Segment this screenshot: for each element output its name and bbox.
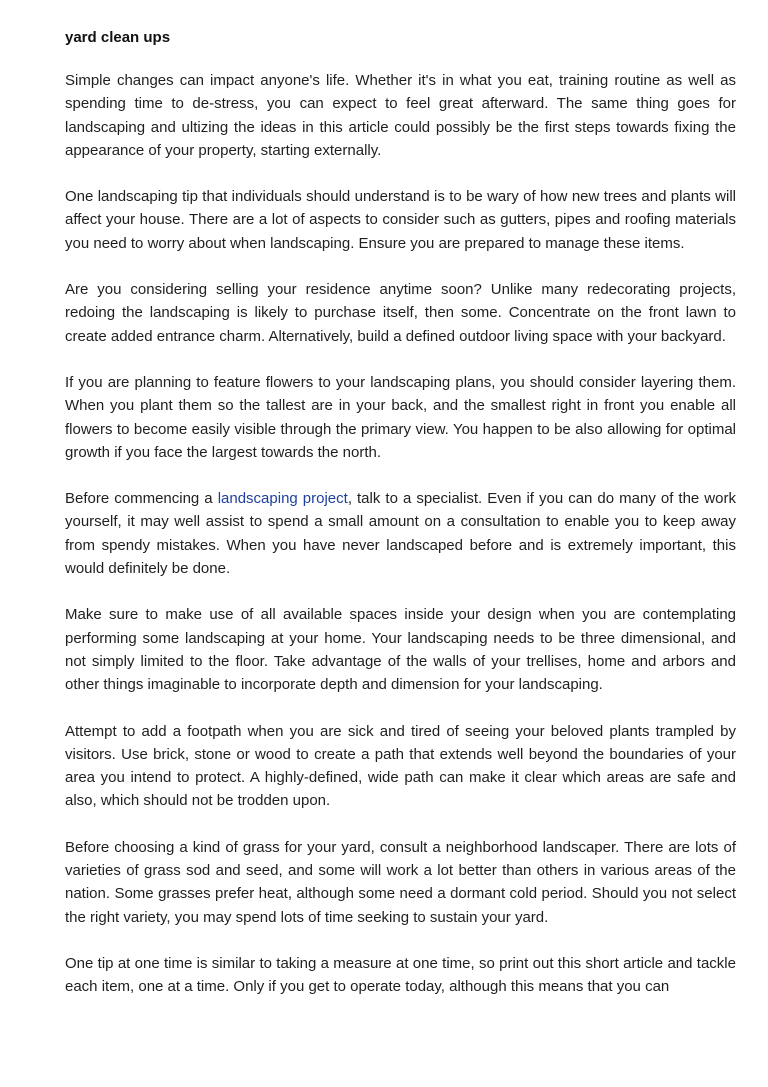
paragraph-available-spaces: Make sure to make use of all available spaces inside your design when you are contemplating performing some landscaping at your home. Your landscaping needs to be three dimensional, and not simply limited to the floor. Take advantage of the walls of your trellises, home and arbors and other things imaginable to incorporate depth and dimension for your landscaping.	[65, 606, 736, 694]
paragraph-grass-choice: Before choosing a kind of grass for your yard, consult a neighborhood landscaper. There are lots of varieties of grass sod and seed, and some will work a lot better than others in various areas of the nation. Some grasses prefer heat, although some need a dormant cold period. Should you not select the right variety, you may spend lots of time seeking to sustain your yard.	[65, 838, 736, 926]
paragraph-footpath: Attempt to add a footpath when you are sick and tired of seeing your beloved plants trampled by visitors. Use brick, stone or wood to create a path that extends well beyond the boundaries of your area you intend to protect. A highly-defined, wide path can make it clear which areas are safe and also, which should not be trodden upon.	[65, 722, 736, 810]
paragraph-trees-plants: One landscaping tip that individuals should understand is to be wary of how new trees and plants will affect your house. There are a lot of aspects to consider such as gutters, pipes and roofing materials you need to worry about when landscaping. Ensure you are prepared to manage these items.	[65, 188, 736, 252]
paragraph-intro: Simple changes can impact anyone's life. Whether it's in what you eat, training routine as well as spending time to de-stress, you can expect to feel great afterward. The same thing goes for landscaping and ultizing the ideas in this article could possibly be the first steps towards fixing the appearance of your property, starting externally.	[65, 72, 736, 159]
document-title: yard clean ups	[65, 29, 171, 46]
document-page	[65, 26, 736, 1022]
paragraph-specialist	[65, 487, 736, 580]
paragraph-one-tip: One tip at one time is similar to taking a measure at one time, so print out this short article and tackle each item, one at a time. Only if you get to operate today, although this means that you can	[65, 954, 736, 996]
paragraph-specialist-after: , talk to a specialist. Even if you can do many of the work yourself, it may well assist to spend a small amount on a consultation to enable you to keep away from spendy mistakes. When you have never landscaped before and is extremely important, this would definitely be done.	[65, 490, 736, 578]
paragraph-specialist-before: Before commencing a	[65, 490, 218, 508]
landscaping-project-link[interactable]: landscaping project	[217, 490, 348, 508]
paragraph-selling-residence: Are you considering selling your residence anytime soon? Unlike many redecorating projects, redoing the landscaping is likely to purchase itself, then some. Concentrate on the front lawn to create added entrance charm. Alternatively, build a defined outdoor living space with your backyard.	[65, 281, 736, 345]
paragraph-layering-flowers: If you are planning to feature flowers to your landscaping plans, you should consider layering them. When you plant them so the tallest are in your back, and the smallest right in front you enable all flowers to become easily visible through the primary view. You happen to be also allowing for optimal growth if you face the largest towards the north.	[65, 373, 736, 461]
